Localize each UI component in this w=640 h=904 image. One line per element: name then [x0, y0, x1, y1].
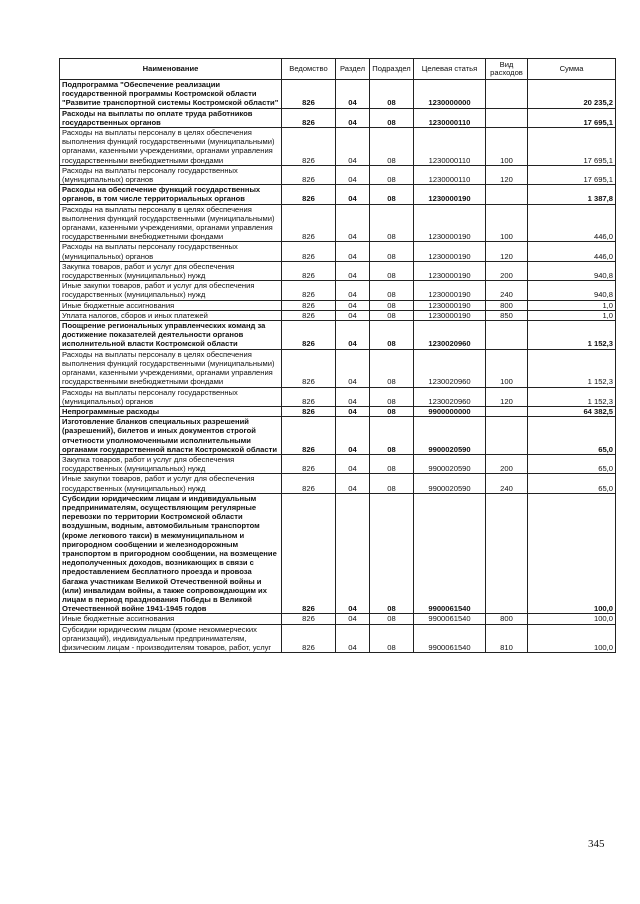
cell-razdel: 04	[336, 417, 370, 455]
table-row	[60, 108, 616, 127]
cell-tselevaya: 9900020590	[414, 474, 486, 493]
cell-podrazdel: 08	[370, 204, 414, 242]
cell-name: Субсидии юридическим лицам и индивидуальным предпринимателям, осуществляющим регулярные перевозки по территории Костромской области воздушным, водным, автомобильным транспортом (кроме легкового такси) в межмуниципальном и пригородном сообщении и железнодорожным транспортом в пригородном сообщении, на возмещение недополученных доходов, возникающих в связи с предоставлением бесплатного проезда и провоза багажа участникам Великой Отечественной войны и (или) инвалидам войны, а также сопровождающим их лицам в период празднования Победы в Великой Отечественной войне 1941-1945 годов	[60, 493, 282, 614]
cell-podrazdel: 08	[370, 310, 414, 320]
table-row	[60, 493, 616, 614]
cell-name: Непрограммные расходы	[60, 406, 282, 416]
table-row	[60, 261, 616, 280]
cell-razdel: 04	[336, 204, 370, 242]
cell-vedomstvo: 826	[282, 614, 336, 624]
cell-tselevaya: 1230000110	[414, 128, 486, 166]
cell-vedomstvo: 826	[282, 165, 336, 184]
cell-podrazdel: 08	[370, 300, 414, 310]
cell-vid: 240	[486, 474, 528, 493]
cell-podrazdel: 08	[370, 387, 414, 406]
cell-vid: 100	[486, 204, 528, 242]
cell-name: Иные бюджетные ассигнования	[60, 614, 282, 624]
cell-tselevaya: 9900061540	[414, 624, 486, 653]
cell-vedomstvo: 826	[282, 80, 336, 109]
cell-razdel: 04	[336, 474, 370, 493]
cell-vedomstvo: 826	[282, 474, 336, 493]
table-row	[60, 387, 616, 406]
table-header-row	[60, 59, 616, 80]
cell-name: Иные закупки товаров, работ и услуг для обеспечения государственных (муниципальных) нужд	[60, 281, 282, 300]
cell-vid	[486, 406, 528, 416]
cell-vedomstvo: 826	[282, 128, 336, 166]
cell-summa: 65,0	[528, 454, 616, 473]
cell-name: Иные бюджетные ассигнования	[60, 300, 282, 310]
header-vid: Вид расходов	[486, 59, 528, 80]
cell-razdel: 04	[336, 406, 370, 416]
cell-summa: 940,8	[528, 281, 616, 300]
cell-name: Расходы на выплаты персоналу в целях обеспечения выполнения функций государственными (муниципальными) органами, казенными учреждениями, органами управления государственными внебюджетными фондами	[60, 204, 282, 242]
cell-podrazdel: 08	[370, 417, 414, 455]
cell-vedomstvo: 826	[282, 185, 336, 204]
table-row	[60, 406, 616, 416]
table-row	[60, 204, 616, 242]
cell-name: Субсидии юридическим лицам (кроме некоммерческих организаций), индивидуальным предпринимателям, физическим лицам - производителям товаров, работ, услуг	[60, 624, 282, 653]
cell-summa: 65,0	[528, 417, 616, 455]
cell-summa: 940,8	[528, 261, 616, 280]
cell-name: Закупка товаров, работ и услуг для обеспечения государственных (муниципальных) нужд	[60, 261, 282, 280]
cell-name: Расходы на выплаты персоналу государственных (муниципальных) органов	[60, 242, 282, 261]
table-row	[60, 474, 616, 493]
cell-podrazdel: 08	[370, 349, 414, 387]
cell-name: Расходы на выплаты персоналу в целях обеспечения выполнения функций государственными (муниципальными) органами, казенными учреждениями, органами управления государственными внебюджетными фондами	[60, 349, 282, 387]
cell-vedomstvo: 826	[282, 406, 336, 416]
cell-summa: 17 695,1	[528, 128, 616, 166]
cell-vid: 200	[486, 454, 528, 473]
cell-name: Подпрограмма "Обеспечение реализации государственной программы Костромской области "Развитие транспортной системы Костромской области"	[60, 80, 282, 109]
cell-podrazdel: 08	[370, 281, 414, 300]
cell-tselevaya: 1230000190	[414, 185, 486, 204]
cell-vedomstvo: 826	[282, 387, 336, 406]
cell-summa: 1,0	[528, 310, 616, 320]
cell-summa: 1,0	[528, 300, 616, 310]
cell-name: Расходы на выплаты персоналу государственных (муниципальных) органов	[60, 387, 282, 406]
cell-vedomstvo: 826	[282, 310, 336, 320]
cell-podrazdel: 08	[370, 261, 414, 280]
cell-vedomstvo: 826	[282, 108, 336, 127]
cell-tselevaya: 1230000000	[414, 80, 486, 109]
cell-summa: 65,0	[528, 474, 616, 493]
cell-tselevaya: 9900020590	[414, 417, 486, 455]
cell-name: Расходы на выплаты персоналу в целях обеспечения выполнения функций государственными (муниципальными) органами, казенными учреждениями, органами управления государственными внебюджетными фондами	[60, 128, 282, 166]
cell-name: Закупка товаров, работ и услуг для обеспечения государственных (муниципальных) нужд	[60, 454, 282, 473]
table-body	[60, 80, 616, 653]
cell-vedomstvo: 826	[282, 300, 336, 310]
cell-summa: 100,0	[528, 624, 616, 653]
table-row	[60, 165, 616, 184]
cell-razdel: 04	[336, 128, 370, 166]
cell-razdel: 04	[336, 185, 370, 204]
cell-vid	[486, 321, 528, 350]
cell-razdel: 04	[336, 310, 370, 320]
cell-tselevaya: 1230000110	[414, 108, 486, 127]
cell-razdel: 04	[336, 454, 370, 473]
cell-razdel: 04	[336, 387, 370, 406]
table-row	[60, 310, 616, 320]
cell-podrazdel: 08	[370, 108, 414, 127]
cell-vid: 240	[486, 281, 528, 300]
cell-razdel: 04	[336, 281, 370, 300]
cell-podrazdel: 08	[370, 165, 414, 184]
cell-podrazdel: 08	[370, 454, 414, 473]
cell-vedomstvo: 826	[282, 204, 336, 242]
cell-vid	[486, 185, 528, 204]
cell-vedomstvo: 826	[282, 242, 336, 261]
cell-razdel: 04	[336, 242, 370, 261]
table-row	[60, 624, 616, 653]
header-vedomstvo: Ведомство	[282, 59, 336, 80]
cell-vid: 100	[486, 128, 528, 166]
cell-podrazdel: 08	[370, 614, 414, 624]
cell-vid	[486, 80, 528, 109]
cell-podrazdel: 08	[370, 321, 414, 350]
cell-vid: 120	[486, 242, 528, 261]
cell-vid	[486, 417, 528, 455]
cell-summa: 17 695,1	[528, 165, 616, 184]
cell-vedomstvo: 826	[282, 493, 336, 614]
cell-razdel: 04	[336, 493, 370, 614]
cell-podrazdel: 08	[370, 493, 414, 614]
cell-podrazdel: 08	[370, 474, 414, 493]
cell-vedomstvo: 826	[282, 321, 336, 350]
header-summa: Сумма	[528, 59, 616, 80]
cell-podrazdel: 08	[370, 128, 414, 166]
cell-summa: 446,0	[528, 242, 616, 261]
cell-tselevaya: 1230000190	[414, 242, 486, 261]
cell-summa: 1 387,8	[528, 185, 616, 204]
cell-summa: 1 152,3	[528, 387, 616, 406]
cell-tselevaya: 9900000000	[414, 406, 486, 416]
cell-summa: 64 382,5	[528, 406, 616, 416]
table-row	[60, 321, 616, 350]
cell-tselevaya: 1230000110	[414, 165, 486, 184]
table-row	[60, 417, 616, 455]
cell-razdel: 04	[336, 624, 370, 653]
cell-razdel: 04	[336, 108, 370, 127]
cell-summa: 100,0	[528, 614, 616, 624]
table-row	[60, 300, 616, 310]
cell-tselevaya: 1230000190	[414, 310, 486, 320]
cell-summa: 17 695,1	[528, 108, 616, 127]
cell-tselevaya: 9900020590	[414, 454, 486, 473]
cell-name: Расходы на выплаты персоналу государственных (муниципальных) органов	[60, 165, 282, 184]
cell-tselevaya: 1230020960	[414, 349, 486, 387]
cell-razdel: 04	[336, 321, 370, 350]
table-row	[60, 281, 616, 300]
cell-podrazdel: 08	[370, 624, 414, 653]
cell-name: Расходы на обеспечение функций государственных органов, в том числе территориальных органов	[60, 185, 282, 204]
cell-vid: 120	[486, 165, 528, 184]
table-row	[60, 128, 616, 166]
cell-vedomstvo: 826	[282, 281, 336, 300]
cell-name: Уплата налогов, сборов и иных платежей	[60, 310, 282, 320]
cell-tselevaya: 9900061540	[414, 614, 486, 624]
cell-vid: 100	[486, 349, 528, 387]
cell-vid: 200	[486, 261, 528, 280]
header-razdel: Раздел	[336, 59, 370, 80]
cell-vedomstvo: 826	[282, 349, 336, 387]
header-name: Наименование	[60, 59, 282, 80]
cell-summa: 1 152,3	[528, 321, 616, 350]
cell-vid	[486, 493, 528, 614]
cell-vedomstvo: 826	[282, 624, 336, 653]
table-row	[60, 185, 616, 204]
table-row	[60, 454, 616, 473]
cell-razdel: 04	[336, 165, 370, 184]
cell-podrazdel: 08	[370, 80, 414, 109]
cell-podrazdel: 08	[370, 406, 414, 416]
cell-name: Изготовление бланков специальных разрешений (разрешений), билетов и иных документов строгой отчетности уполномоченными исполнительными органами государственной власти Костромской области	[60, 417, 282, 455]
cell-podrazdel: 08	[370, 185, 414, 204]
cell-vid: 810	[486, 624, 528, 653]
cell-tselevaya: 1230000190	[414, 261, 486, 280]
table-row	[60, 80, 616, 109]
cell-razdel: 04	[336, 80, 370, 109]
budget-table	[59, 58, 616, 653]
cell-tselevaya: 9900061540	[414, 493, 486, 614]
cell-name: Иные закупки товаров, работ и услуг для обеспечения государственных (муниципальных) нужд	[60, 474, 282, 493]
cell-vid: 120	[486, 387, 528, 406]
cell-tselevaya: 1230000190	[414, 300, 486, 310]
cell-podrazdel: 08	[370, 242, 414, 261]
table-row	[60, 614, 616, 624]
cell-name: Расходы на выплаты по оплате труда работников государственных органов	[60, 108, 282, 127]
cell-tselevaya: 1230000190	[414, 281, 486, 300]
header-podrazdel: Подраздел	[370, 59, 414, 80]
header-tselevaya: Целевая статья	[414, 59, 486, 80]
cell-razdel: 04	[336, 349, 370, 387]
cell-vid: 850	[486, 310, 528, 320]
cell-name: Поощрение региональных управленческих команд за достижение показателей деятельности органов исполнительной власти Костромской области	[60, 321, 282, 350]
cell-summa: 446,0	[528, 204, 616, 242]
cell-vid	[486, 108, 528, 127]
cell-vedomstvo: 826	[282, 417, 336, 455]
cell-tselevaya: 1230020960	[414, 387, 486, 406]
table-row	[60, 242, 616, 261]
table-row	[60, 349, 616, 387]
page-number: 345	[588, 838, 605, 850]
cell-tselevaya: 1230000190	[414, 204, 486, 242]
cell-razdel: 04	[336, 300, 370, 310]
cell-vid: 800	[486, 614, 528, 624]
cell-summa: 20 235,2	[528, 80, 616, 109]
cell-razdel: 04	[336, 614, 370, 624]
cell-summa: 1 152,3	[528, 349, 616, 387]
cell-vid: 800	[486, 300, 528, 310]
cell-vedomstvo: 826	[282, 261, 336, 280]
cell-summa: 100,0	[528, 493, 616, 614]
cell-vedomstvo: 826	[282, 454, 336, 473]
cell-razdel: 04	[336, 261, 370, 280]
cell-tselevaya: 1230020960	[414, 321, 486, 350]
